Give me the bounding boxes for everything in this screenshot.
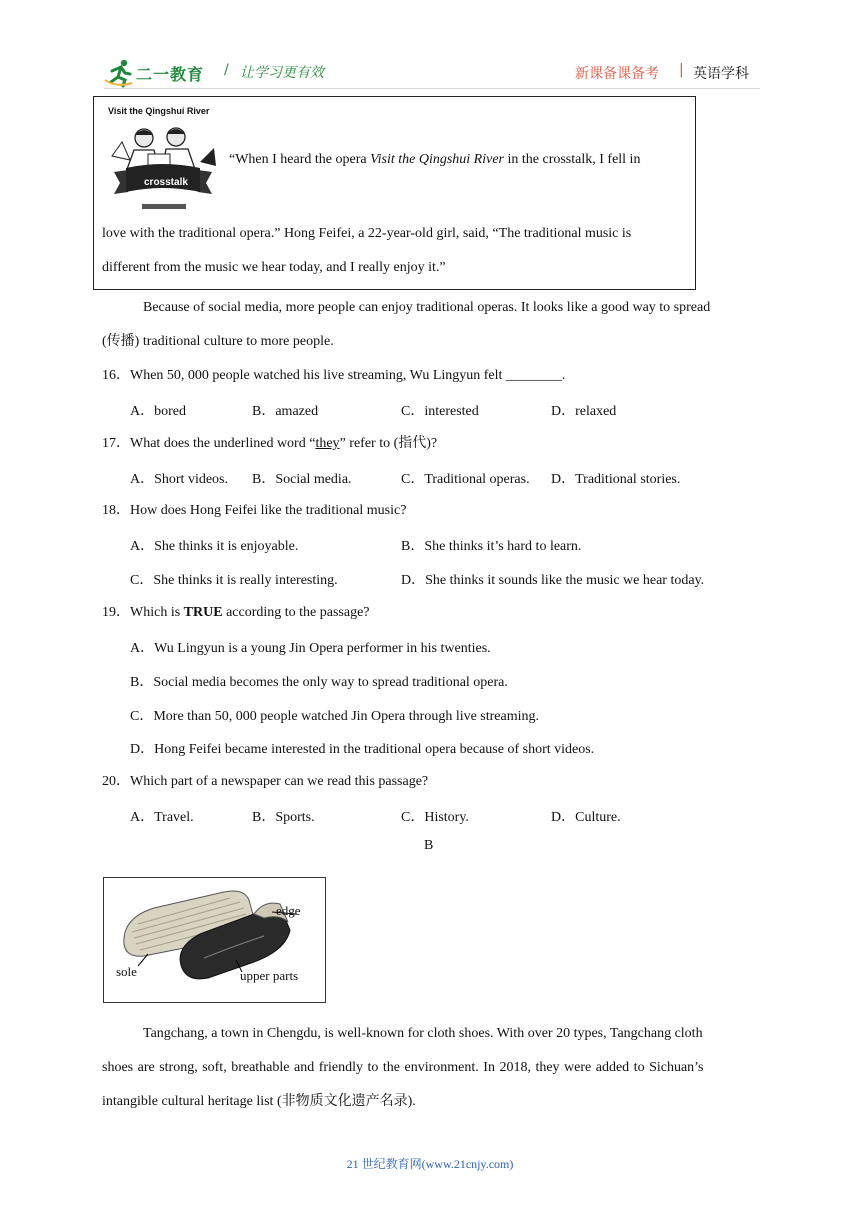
excerpt-line-2: love with the traditional opera.” Hong Feifei, a 22-year-old girl, said, “The traditional music is <box>102 226 632 241</box>
excerpt-line-1 <box>229 150 640 170</box>
header-subject-label: 英语学科 <box>693 66 749 82</box>
header-divider <box>104 88 760 89</box>
question-17-option-b[interactable]: B．Social media. <box>252 472 352 487</box>
question-20-option-c[interactable]: C．History. <box>401 810 469 825</box>
question-20-option-a[interactable]: A．Travel. <box>130 810 194 825</box>
question-19-stem-post: according to the passage? <box>222 605 370 620</box>
cloth-shoe-figure <box>103 877 326 1003</box>
question-16-option-d[interactable]: D．relaxed <box>551 404 617 419</box>
opera-title: Visit the Qingshui River <box>370 152 504 167</box>
label-upper-parts: upper parts <box>240 968 299 983</box>
question-17-option-a[interactable]: A．Short videos. <box>130 472 228 487</box>
emphasis-true: TRUE <box>183 605 223 620</box>
question-16-option-b[interactable]: B．amazed <box>252 404 319 419</box>
question-17-option-c[interactable]: C．Traditional operas. <box>401 472 530 487</box>
question-18-option-a[interactable]: A．She thinks it is enjoyable. <box>130 539 299 554</box>
label-edge: edge <box>276 903 301 918</box>
question-18-option-d[interactable]: D．She thinks it sounds like the music we hear today. <box>401 573 705 588</box>
crosstalk-illustration <box>104 104 224 216</box>
question-20-option-b[interactable]: B．Sports. <box>252 810 315 825</box>
question-18-option-b[interactable]: B．She thinks it’s hard to learn. <box>401 539 582 554</box>
excerpt-line-3: different from the music we hear today, and I really enjoy it.” <box>102 260 446 275</box>
paragraph-2-line-2: shoes are strong, soft, breathable and friendly to the environment. In 2018, they were added to Sichuan’s <box>102 1060 704 1075</box>
logo-text: 二一教育 <box>136 65 205 84</box>
question-18-option-c[interactable]: C．She thinks it is really interesting. <box>130 573 338 588</box>
question-20-stem: 20．Which part of a newspaper can we read this passage? <box>102 774 429 789</box>
crosstalk-performers-icon <box>104 104 224 216</box>
header-course-label: 新课备课备考 <box>575 66 659 82</box>
header-slash: / <box>224 62 229 78</box>
question-20-option-d[interactable]: D．Culture. <box>551 810 621 825</box>
illustration-title: Visit the Qingshui River <box>108 106 210 116</box>
paragraph-2-line-1: Tangchang, a town in Chengdu, is well-known for cloth shoes. With over 20 types, Tangchang cloth <box>143 1026 703 1041</box>
question-17-stem <box>102 434 437 454</box>
label-sole: sole <box>116 964 137 979</box>
question-17-stem-pre: 17．What does the underlined word “ <box>102 436 316 451</box>
question-16-stem: 16．When 50, 000 people watched his live streaming, Wu Lingyun felt ________. <box>102 368 566 383</box>
paragraph-1-line-2: (传播) traditional culture to more people. <box>102 334 334 349</box>
question-19-option-c[interactable]: C．More than 50, 000 people watched Jin Opera through live streaming. <box>130 709 540 724</box>
question-19-option-a[interactable]: A．Wu Lingyun is a young Jin Opera performer in his twenties. <box>130 641 491 656</box>
question-19-stem-pre: 19．Which is <box>102 605 184 620</box>
underlined-word: they <box>315 436 340 451</box>
question-18-stem: 18．How does Hong Feifei like the traditional music? <box>102 503 407 518</box>
question-19-stem <box>102 603 370 623</box>
excerpt-line-1-pre: “When I heard the opera <box>229 152 371 167</box>
question-19-option-d[interactable]: D．Hong Feifei became interested in the traditional opera because of short videos. <box>130 742 595 757</box>
excerpt-line-1-post: in the crosstalk, I fell in <box>503 152 641 167</box>
paragraph-1-line-1: Because of social media, more people can enjoy traditional operas. It looks like a good way to spread <box>143 300 711 315</box>
illustration-tag: crosstalk <box>144 177 188 188</box>
header-separator: | <box>679 62 684 78</box>
runner-logo-icon <box>104 58 134 88</box>
question-17-stem-post: ” refer to (指代)? <box>339 436 438 451</box>
question-19-option-b[interactable]: B．Social media becomes the only way to spread traditional opera. <box>130 675 508 690</box>
header-slogan: 让学习更有效 <box>240 65 324 81</box>
question-17-option-d[interactable]: D．Traditional stories. <box>551 472 681 487</box>
question-16-option-a[interactable]: A．bored <box>130 404 186 419</box>
section-b-heading: B <box>424 838 434 853</box>
question-16-option-c[interactable]: C．interested <box>401 404 479 419</box>
paragraph-2-line-3: intangible cultural heritage list (非物质文化遗产名录). <box>102 1094 416 1109</box>
footer-link[interactable]: 21 世纪教育网(www.21cnjy.com) <box>346 1157 514 1171</box>
